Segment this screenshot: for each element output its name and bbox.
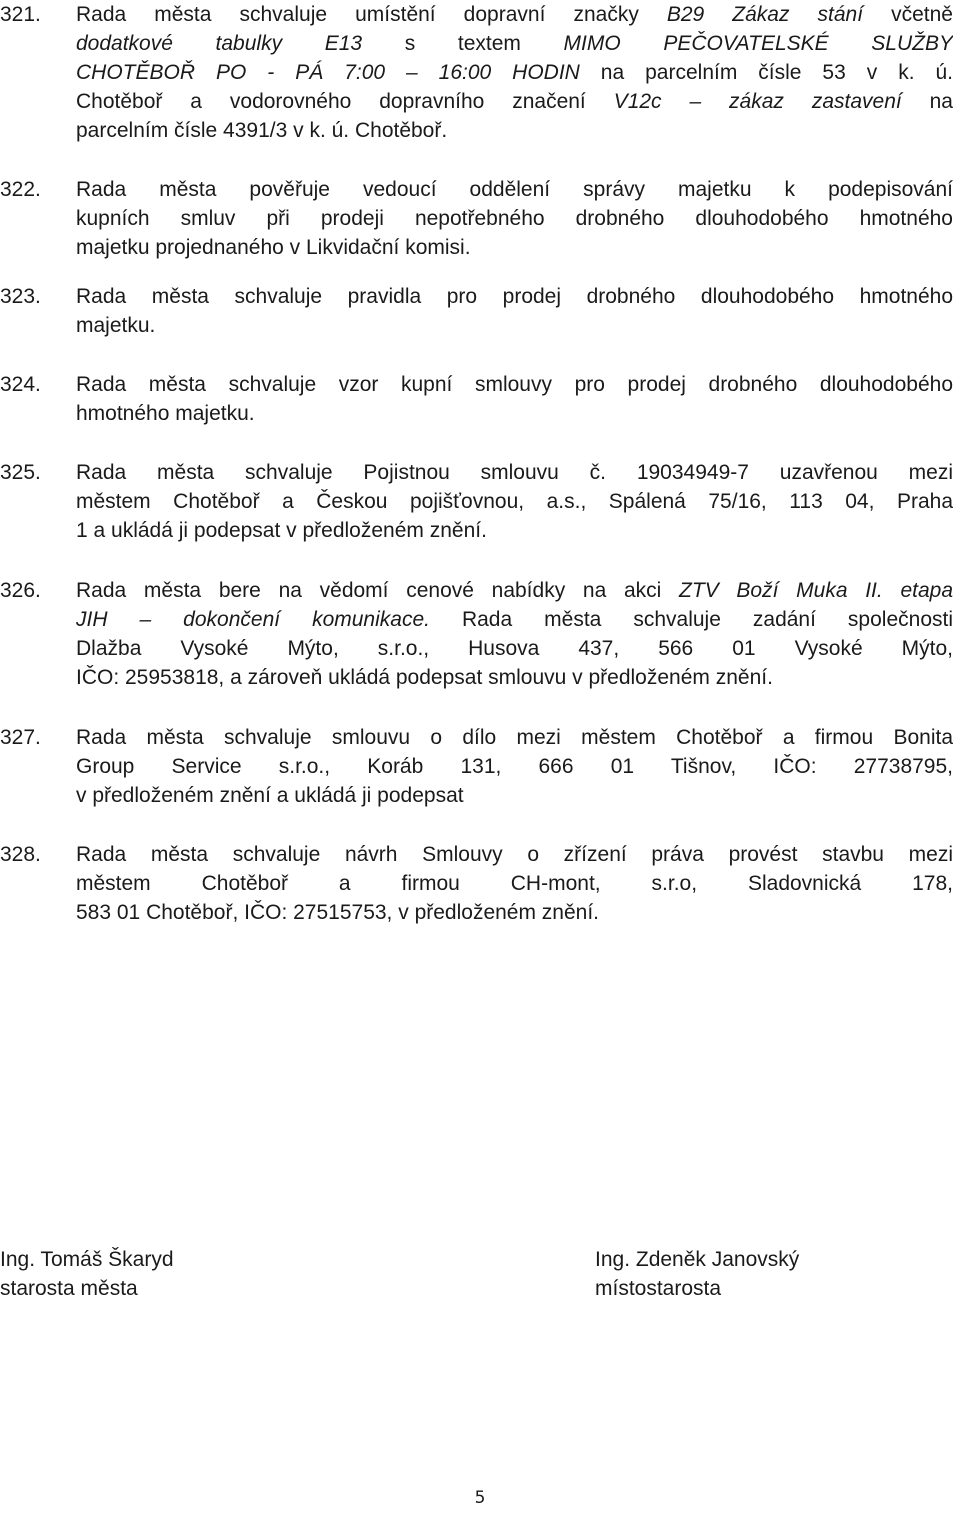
text-segment: Rada města pověřuje vedoucí oddělení správy majetku k podepisování xyxy=(76,178,953,201)
text-line xyxy=(76,58,953,87)
signatory-name: Ing. Zdeněk Janovský xyxy=(595,1248,800,1271)
text-segment: Rada města schvaluje pravidla pro prodej drobného dlouhodobého hmotného xyxy=(76,285,953,308)
text-segment: městem Chotěboř a firmou CH-mont, s.r.o, Sladovnická 178, xyxy=(76,872,953,895)
italic-text-segment: V12c – zákaz zastavení xyxy=(613,90,902,113)
text-line xyxy=(76,781,953,810)
text-segment: Rada města schvaluje zadání společnosti xyxy=(429,608,953,631)
text-segment: 1 a ukládá ji podepsat v předloženém znění. xyxy=(76,519,487,542)
text-segment: kupních smluv při prodeji nepotřebného drobného dlouhodobého hmotného xyxy=(76,207,953,230)
text-segment: 583 01 Chotěboř, IČO: 27515753, v předloženém znění. xyxy=(76,901,600,924)
signatory-role: starosta města xyxy=(0,1277,138,1300)
text-segment: na xyxy=(901,90,953,113)
resolution-text xyxy=(76,840,953,927)
text-segment: Rada města schvaluje smlouvu o dílo mezi městem Chotěboř a firmou Bonita xyxy=(76,726,953,749)
resolution-number: 325. xyxy=(0,461,41,484)
resolution-number: 323. xyxy=(0,285,41,308)
text-line xyxy=(76,399,953,428)
resolution-item xyxy=(0,282,955,340)
text-segment: Group Service s.r.o., Koráb 131, 666 01 Tišnov, IČO: 27738795, xyxy=(76,755,953,778)
text-segment: majetku. xyxy=(76,314,156,337)
signature-block-deputy-mayor xyxy=(595,1245,799,1303)
text-line xyxy=(76,723,953,752)
text-line xyxy=(76,576,953,605)
text-segment: Rada města schvaluje Pojistnou smlouvu č. 19034949-7 uzavřenou mezi xyxy=(76,461,953,484)
text-line xyxy=(76,752,953,781)
italic-text-segment: JIH – dokončení komunikace. xyxy=(76,608,430,631)
italic-text-segment: B29 Zákaz stání xyxy=(666,3,864,26)
resolution-item xyxy=(0,723,955,810)
resolution-item xyxy=(0,370,955,428)
resolution-number: 327. xyxy=(0,726,41,749)
resolution-item xyxy=(0,0,955,145)
text-segment: Rada města schvaluje vzor kupní smlouvy pro prodej drobného dlouhodobého xyxy=(76,373,953,396)
resolution-text xyxy=(76,576,953,692)
text-line xyxy=(76,840,953,869)
signatory-name: Ing. Tomáš Škaryd xyxy=(0,1248,174,1271)
resolution-text xyxy=(76,282,953,340)
resolution-item xyxy=(0,458,955,545)
text-segment: včetně xyxy=(863,3,953,26)
text-line xyxy=(76,233,953,262)
text-line xyxy=(76,116,953,145)
resolution-text xyxy=(76,458,953,545)
signature-block-mayor xyxy=(0,1245,174,1303)
text-line xyxy=(76,370,953,399)
text-line xyxy=(76,487,953,516)
text-segment: majetku projednaného v Likvidační komisi. xyxy=(76,236,471,259)
resolution-item xyxy=(0,576,955,692)
text-segment: parcelním čísle 4391/3 v k. ú. Chotěboř. xyxy=(76,119,448,142)
italic-text-segment: ZTV Boží Muka II. etapa xyxy=(679,579,953,602)
text-line xyxy=(76,663,953,692)
text-line xyxy=(76,634,953,663)
italic-text-segment: dodatkové tabulky E13 xyxy=(76,32,363,55)
text-line xyxy=(76,458,953,487)
resolution-text xyxy=(76,175,953,262)
text-segment: s textem xyxy=(362,32,564,55)
text-segment: Rada města schvaluje návrh Smlouvy o zřízení práva provést stavbu mezi xyxy=(76,843,953,866)
text-segment: Rada města bere na vědomí cenové nabídky na akci xyxy=(76,579,680,602)
text-segment: Dlažba Vysoké Mýto, s.r.o., Husova 437, 566 01 Vysoké Mýto, xyxy=(76,637,953,660)
text-segment: IČO: 25953818, a zároveň ukládá podepsat smlouvu v předloženém znění. xyxy=(76,666,773,689)
resolution-text xyxy=(76,0,953,145)
text-line xyxy=(76,898,953,927)
text-line xyxy=(76,282,953,311)
resolution-number: 326. xyxy=(0,579,41,602)
resolution-number: 322. xyxy=(0,178,41,201)
signatory-role: místostarosta xyxy=(595,1277,722,1300)
text-line xyxy=(76,0,953,29)
text-segment: Rada města schvaluje umístění dopravní značky xyxy=(76,3,667,26)
resolution-text xyxy=(76,723,953,810)
text-line xyxy=(76,29,953,58)
italic-text-segment: MIMO PEČOVATELSKÉ SLUŽBY xyxy=(563,32,953,55)
text-line xyxy=(76,175,953,204)
text-segment: městem Chotěboř a Českou pojišťovnou, a.s., Spálená 75/16, 113 04, Praha xyxy=(76,490,953,513)
text-line xyxy=(76,311,953,340)
text-segment: hmotného majetku. xyxy=(76,402,255,425)
text-line xyxy=(76,516,953,545)
text-line xyxy=(76,87,953,116)
resolution-item xyxy=(0,175,955,262)
resolution-text xyxy=(76,370,953,428)
resolution-number: 321. xyxy=(0,3,41,26)
text-line xyxy=(76,869,953,898)
italic-text-segment: CHOTĚBOŘ PO - PÁ 7:00 – 16:00 HODIN xyxy=(76,61,580,84)
text-segment: Chotěboř a vodorovného dopravního značení xyxy=(76,90,614,113)
text-segment: v předloženém znění a ukládá ji podepsat xyxy=(76,784,464,807)
text-line xyxy=(76,204,953,233)
resolution-number: 328. xyxy=(0,843,41,866)
page-number: 5 xyxy=(474,1488,486,1508)
text-segment: na parcelním čísle 53 v k. ú. xyxy=(579,61,953,84)
text-line xyxy=(76,605,953,634)
resolution-number: 324. xyxy=(0,373,41,396)
resolution-item xyxy=(0,840,955,927)
